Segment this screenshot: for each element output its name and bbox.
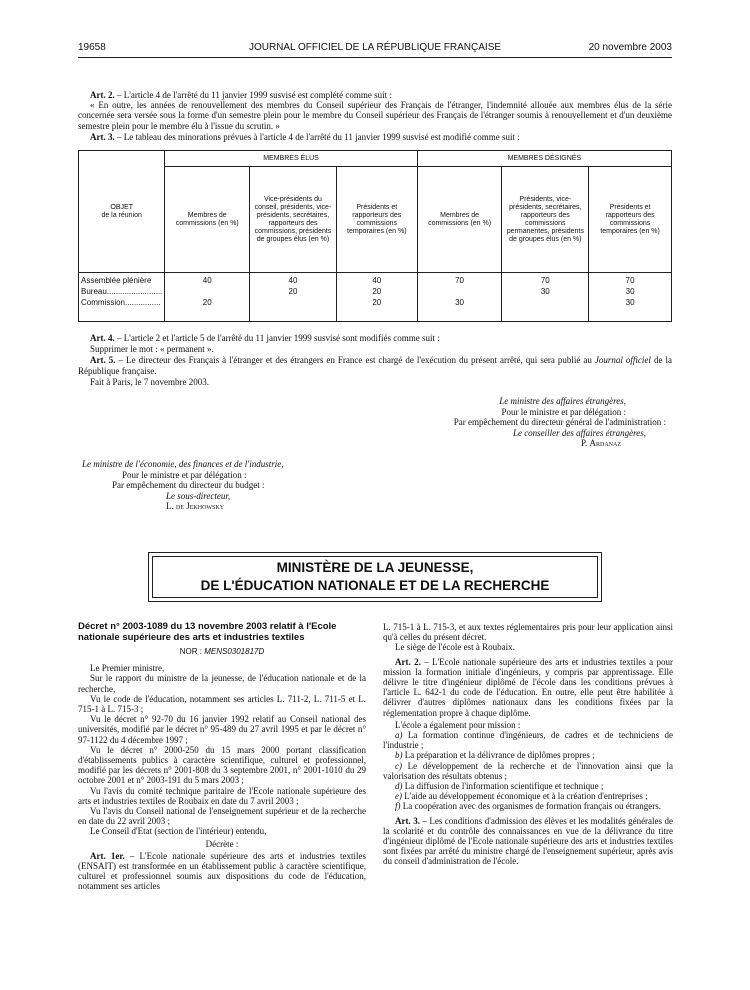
decree-article-3: Art. 3. – Les conditions d'admission des élèves et les modalités générales de la scolarité et du contrôle des connaissances en vue de la délivrance du titre d'ingénieur diplômé de l'Ecole nationale supérieure des arts et industries textiles sont fixées par arrêté du ministre chargé de l'enseignement supérieur, après avis du conseil d'administration de l'école. (383, 815, 673, 867)
minorations-table (78, 150, 672, 322)
col-header: Membres de commissions (en %) (165, 167, 250, 273)
issue-date: 20 novembre 2003 (588, 42, 672, 53)
decree-title: Décret n° 2003-1089 du 13 novembre 2003 relatif à l'Ecole nationale supérieure des arts et industries textiles (78, 621, 337, 643)
group-header-elus: MEMBRES ÉLUS (165, 151, 417, 167)
ministry-line-2: DE L'ÉDUCATION NATIONALE ET DE LA RECHERCHE (200, 578, 550, 593)
article-4: Art. 4. – L'article 2 et l'article 5 de l'arrêté du 11 janvier 1999 susvisé sont modifiés comme suit : (90, 333, 440, 343)
list-item: d) La diffusion de l'information scientifique et technique ; (395, 781, 604, 792)
page-number: 19658 (78, 42, 106, 53)
table-cell: 70 30 30 (589, 273, 672, 322)
decree-article-2: Art. 2. – L'Ecole nationale supérieure des arts et industries textiles a pour mission la formation initiale d'ingénieurs, y compris par apprentissage. Elle délivre le titre d'ingénieur diplômé de l'école dans les conditions prévues à l'article L. 642-1 du code de l'éducation. En outre, elle peut être habilitée à délivrer d'autres diplômes nationaux dans les conditions fixées par la réglementation propre à chaque diplôme. (383, 656, 673, 718)
col-header: Présidents et rapporteurs des commissions temporaires (en %) (589, 167, 672, 273)
list-item: b) La préparation et la délivrance de diplômes propres ; (395, 750, 595, 761)
signature-economie: Le ministre de l'économie, des finances et de l'industrie, Pour le ministre et par délégation : Par empêchement du directeur du budget : Le sous-directeur, L. de Jekhowsky (82, 459, 284, 511)
group-header-designes: MEMBRES DÉSIGNÉS (417, 151, 671, 167)
decree-column-2: L. 715-1 à L. 715-3, et aux textes réglementaires pris pour leur application ainsi qu'à celles du présent décret. Le siège de l'école est à Roubaix. Art. 2. – L'Ecole nationale supérieure des arts et industries textiles a pour mission la formation initiale d'ingénieurs, y compris par apprentissage. Elle délivre le titre d'ingénieur diplômé de l'école dans les conditions prévues à l'article L. 642-1 du code de l'éducation. En outre, elle peut être habilitée à délivrer d'autres diplômes nationaux dans les conditions fixées par la réglementation propre à chaque diplôme. L'école a également pour mission : a) La formation continue d'ingénieurs, de cadres et de techniciens de l'industrie ; b) La préparation et la délivrance de diplômes propres ; c) Le développement de la recherche et de l'innovation ainsi que la valorisation des résultats obtenus ; d) La diffusion de l'information scientifique et technique ; e) L'aide au développement économique et à la création d'entreprises ; f) La coopération avec des organismes de formation français ou étrangers. Art. 3. – Les conditions d'admission des élèves et les modalités générales de la scolarité et du contrôle des connaissances en vue de la délivrance du titre d'ingénieur diplômé de l'Ecole nationale supérieure des arts et industries textiles sont fixées par arrêté du ministre chargé de l'enseignement supérieur, après avis du conseil d'administration de l'école. (383, 622, 673, 867)
col-header: Présidents, vice-présidents, secrétaires, rapporteurs des commissions permanentes, présidents de groupes élus (en %) (502, 167, 589, 273)
top-articles (78, 90, 672, 142)
page-header (78, 42, 672, 56)
col-header: Présidents et rapporteurs des commissions temporaires (en %) (336, 167, 417, 273)
after-table-articles (78, 333, 672, 388)
row-labels: Assemblée plénière Bureau......................... Commission................ (79, 273, 165, 322)
article-4-sub: Supprimer le mot : « permanent ». (90, 344, 214, 354)
ministry-line-1: MINISTÈRE DE LA JEUNESSE, (276, 560, 474, 575)
header-rule (78, 57, 672, 58)
table-cell: 70 30 (417, 273, 502, 322)
table-cell: 40 20 (250, 273, 337, 322)
journal-title: JOURNAL OFFICIEL DE LA RÉPUBLIQUE FRANÇAISE (248, 42, 502, 53)
decrete: Décrète : (205, 838, 239, 849)
table-cell: 40 20 20 (336, 273, 417, 322)
article-3: Art. 3. – Le tableau des minorations prévues à l'article 4 de l'arrêté du 11 janvier 1999 susvisé est modifié comme suit : (90, 131, 520, 142)
list-item: a) La formation continue d'ingénieurs, de cadres et de techniciens de l'industrie ; (383, 730, 673, 751)
list-item: f) La coopération avec des organismes de formation français ou étrangers. (395, 801, 661, 812)
article-2: Art. 2. – L'article 4 de l'arrêté du 11 janvier 1999 susvisé est complété comme suit : (90, 90, 392, 100)
table-cell: 70 30 (502, 273, 589, 322)
article-5: Art. 5. – Le directeur des Français à l'étranger et des étrangers en France est chargé de l'exécution du présent arrêté, qui sera publié au Journal officiel de la République française. (78, 355, 672, 376)
object-header: OBJET de la réunion (79, 151, 165, 273)
decree-article-1: Art. 1er. – L'Ecole nationale supérieure des arts et industries textiles (ENSAIT) est transformée en un établissement public à caractère scientifique, culturel et professionnel soumis aux dispositions du code de l'éducation, notamment ses articles (78, 850, 367, 892)
list-item: e) L'aide au développement économique et à la création d'entreprises ; (395, 791, 648, 802)
col-header: Vice-présidents du conseil, présidents, vice-présidents, secrétaires, rapporteurs des commissions, présidents de groupes élus (en %) (250, 167, 337, 273)
article-2-quote: « En outre, les années de renouvellement des membres du Conseil supérieur des Français de l'étranger, l'indemnité allouée aux membres élus de la série concernée sera versée sous la forme d'un semestre plein pour le membre du Conseil supérieur des Français de l'étranger soumis à renouvellement et d'un deuxième semestre plein pour le membre élu à l'issue du scrutin. » (78, 100, 672, 131)
ministry-heading-box (148, 552, 602, 602)
list-item: c) Le développement de la recherche et de l'innovation ainsi que la valorisation des résultats obtenus ; (383, 760, 673, 781)
signature-affaires-etrangeres: Le ministre des affaires étrangères, Pour le ministre et par délégation : Par empêchement du directeur général de l'administration : Le conseiller des affaires étrangères, P. Ardanaz (453, 396, 666, 448)
nor-line: NOR : MENS0301817D (179, 647, 265, 656)
col-header: Membres de commissions (en %) (417, 167, 502, 273)
table-cell: 40 20 (165, 273, 250, 322)
decree-column-1: Décret n° 2003-1089 du 13 novembre 2003 relatif à l'Ecole nationale supérieure des arts et industries textiles NOR : MENS0301817D Le Premier ministre, Sur le rapport du ministre de la jeunesse, de l'éducation nationale et de la recherche, Vu le code de l'éducation, notamment ses articles L. 711-2, L. 711-5 et L. 715-1 à L. 715-3 ; Vu le décret n° 92-70 du 16 janvier 1992 relatif au Conseil national des universités, modifié par le décret n° 95-489 du 27 avril 1995 et par le décret n° 97-1122 du 4 décembre 1997 ; Vu le décret n° 2000-250 du 15 mars 2000 portant classification d'établissements publics à caractère scientifique, culturel et professionnel, modifié par les décrets n° 2001-808 du 3 septembre 2001, n° 2001-1010 du 29 octobre 2001 et n° 2003-191 du 5 mars 2003 ; Vu l'avis du comité technique paritaire de l'Ecole nationale supérieure des arts et industries textiles de Roubaix en date du 7 avril 2003 ; Vu l'avis du Conseil national de l'enseignement supérieur et de la recherche en date du 22 avril 2003 ; Le Conseil d'Etat (section de l'intérieur) entendu, Décrète : Art. 1er. – L'Ecole nationale supérieure des arts et industries textiles (ENSAIT) est transformée en un établissement public à caractère scientifique, culturel et professionnel soumis aux dispositions du code de l'éducation, notamment ses articles (78, 621, 367, 892)
fait-a-paris: Fait à Paris, le 7 novembre 2003. (90, 377, 209, 387)
